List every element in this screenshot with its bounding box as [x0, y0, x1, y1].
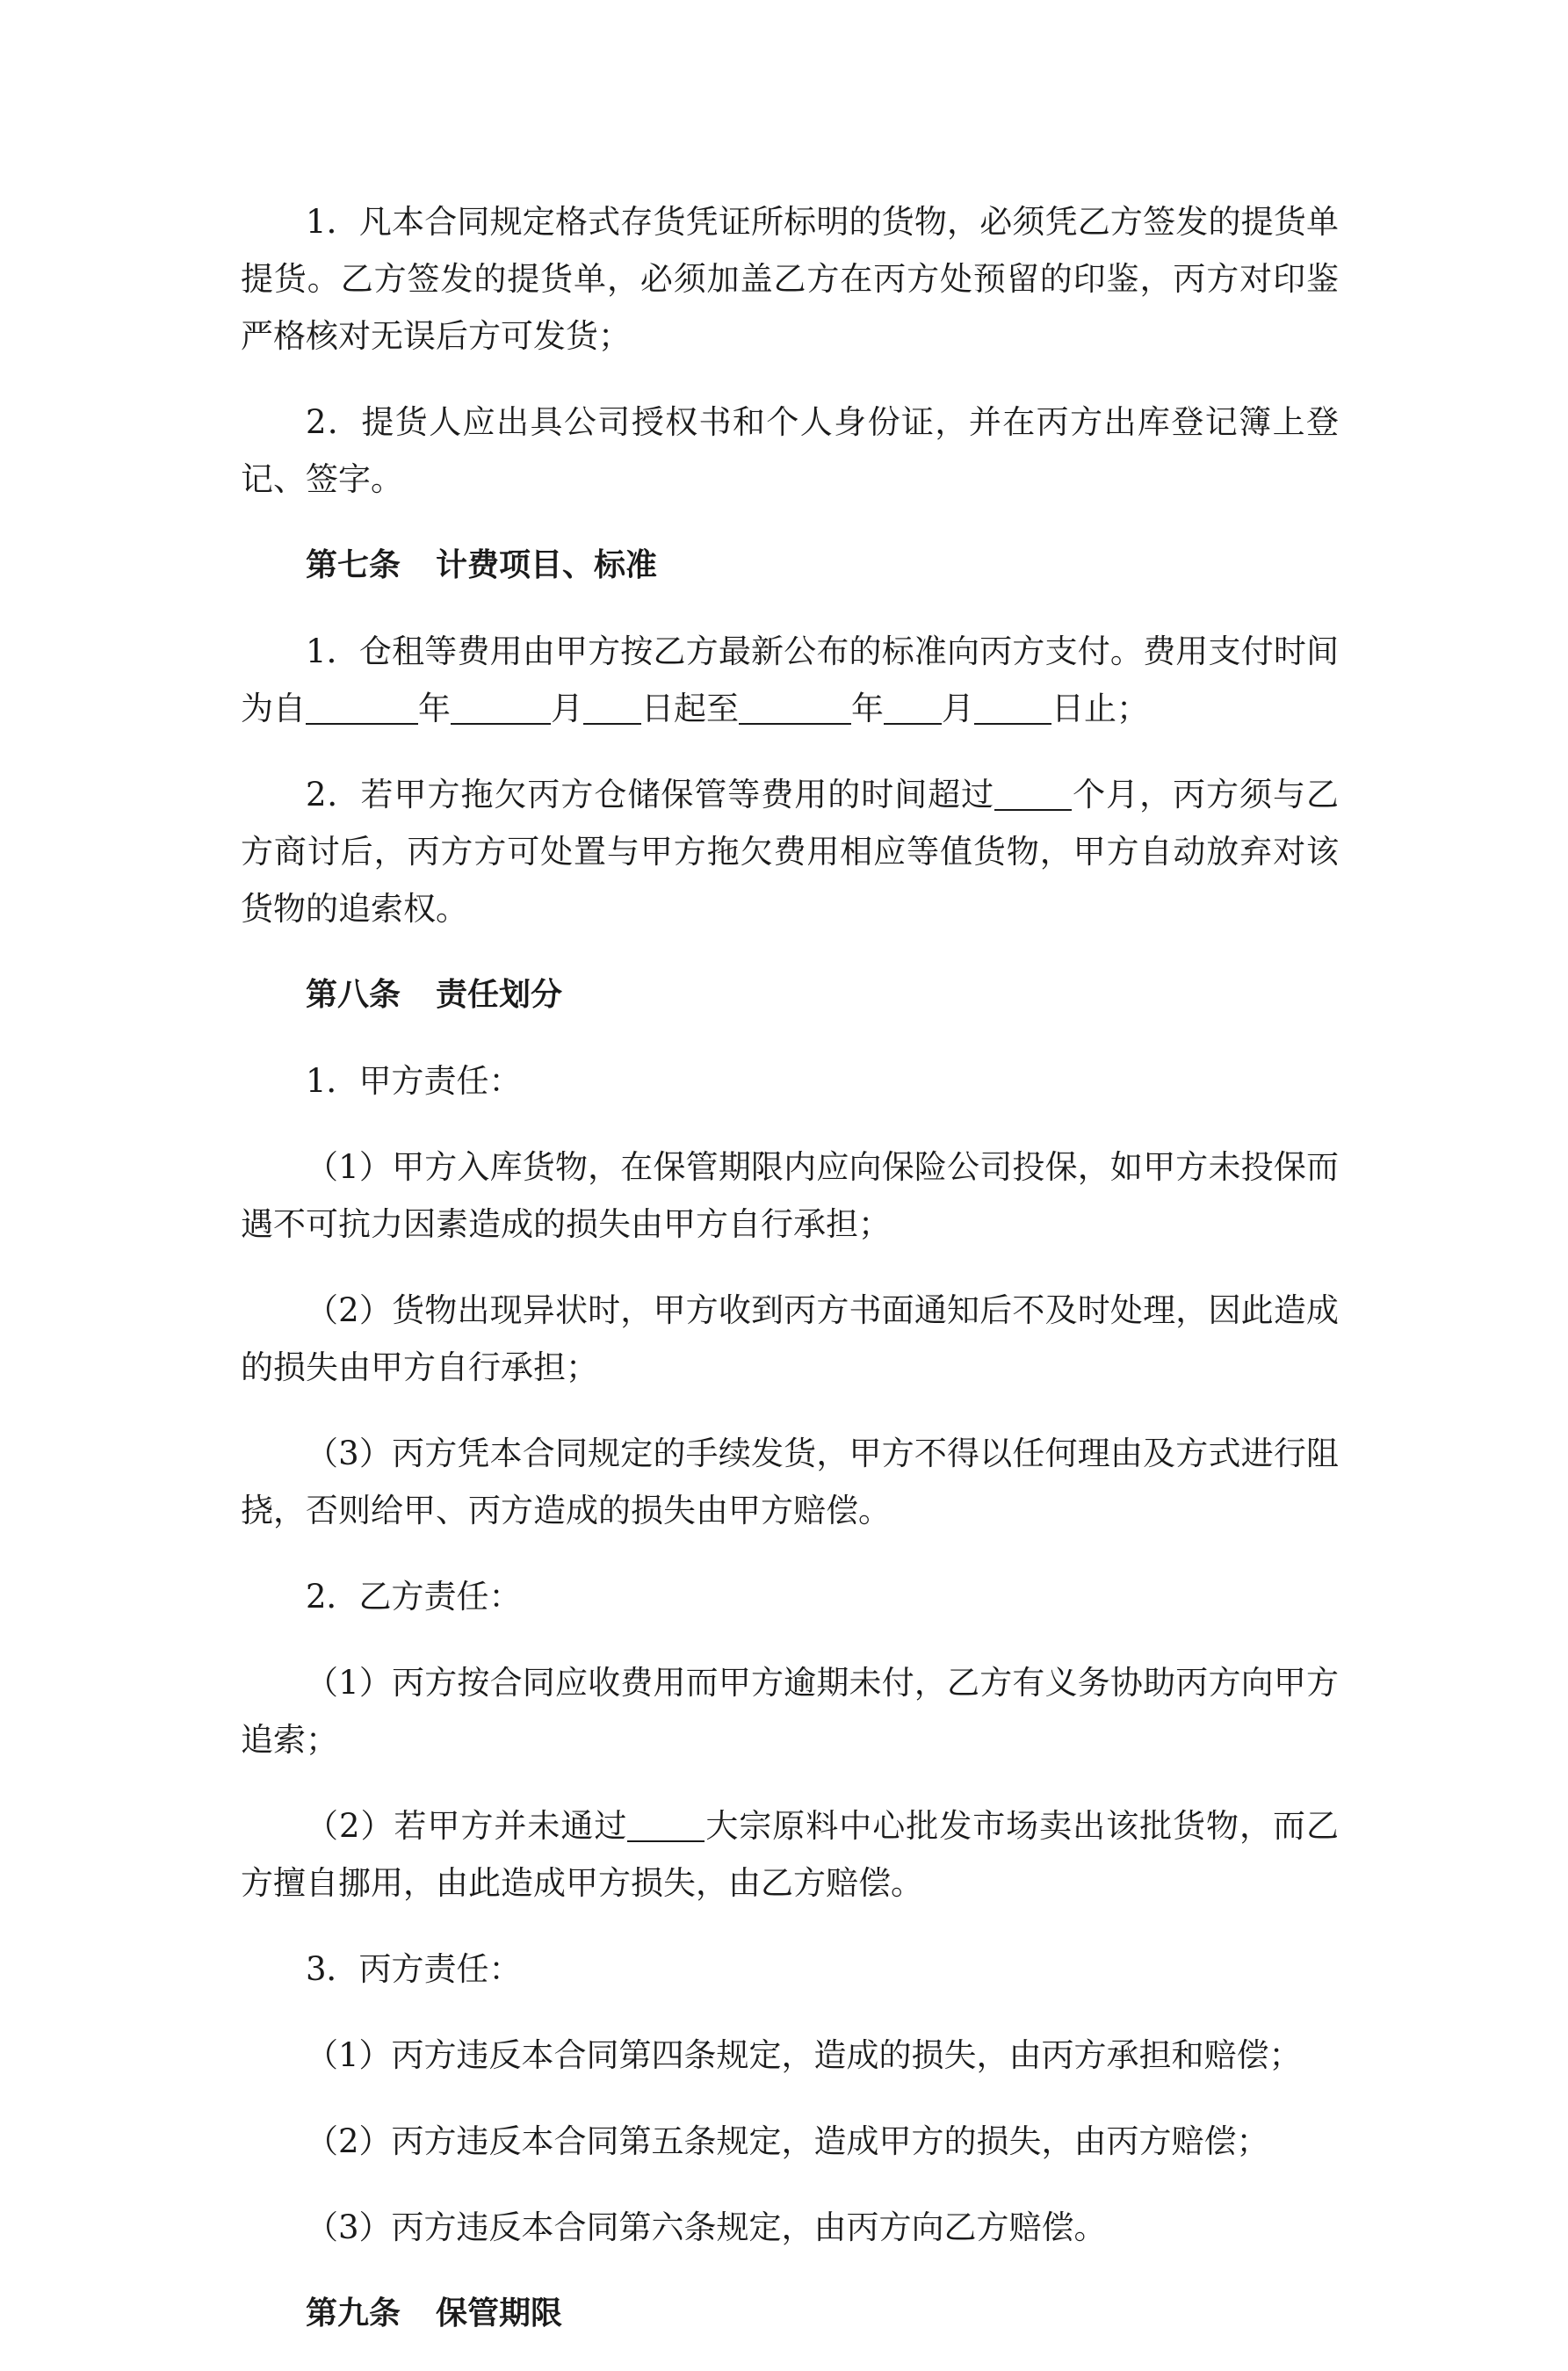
article7-number: 第七条 — [306, 547, 401, 583]
article7-heading — [241, 537, 1339, 594]
article9-number: 第九条 — [306, 2295, 401, 2331]
blank-field-month-start[interactable] — [451, 693, 551, 725]
party-a-responsibility-title: 1．甲方责任： — [306, 1062, 522, 1100]
blank-field-day-start[interactable] — [583, 693, 641, 725]
party-b-item-1: （1）丙方按合同应收费用而甲方逾期未付，乙方有义务协助丙方向甲方追索； — [241, 1664, 1339, 1759]
article8-title: 责任划分 — [436, 977, 563, 1013]
month-label: 月 — [551, 690, 583, 727]
party-c-responsibility-title: 3．丙方责任： — [306, 1950, 522, 1988]
blank-field-month-end[interactable] — [884, 693, 942, 725]
day-from-label: 日起至 — [641, 690, 739, 727]
blank-field-months[interactable] — [994, 779, 1072, 811]
blank-field-market-name[interactable] — [627, 1811, 705, 1842]
article8-number: 第八条 — [306, 977, 401, 1013]
article7-item1-text: 1．仓租等费用由甲方按乙方最新公布的标准向丙方支付。费用支付时间为自 — [241, 633, 1339, 727]
article9-heading — [241, 2285, 1339, 2342]
party-b-item-2 — [241, 1797, 1339, 1912]
article7-item-1 — [241, 623, 1339, 737]
year-label: 年 — [418, 690, 451, 727]
blank-field-day-end[interactable] — [974, 693, 1051, 725]
party-c-item-3: （3）丙方违反本合同第六条规定，由丙方向乙方赔偿。 — [306, 2208, 1107, 2246]
party-c-item-1: （1）丙方违反本合同第四条规定，造成的损失，由丙方承担和赔偿； — [306, 2036, 1302, 2074]
party-b-item2-text-a: （2）若甲方并未通过 — [306, 1807, 628, 1845]
article9-title: 保管期限 — [436, 2295, 563, 2331]
party-b-item2-text-b: 大宗原料中心批发市场卖出该批货物，而乙方擅自挪用，由此造成甲方损失，由乙方赔偿。 — [241, 1807, 1339, 1902]
party-c-item-2: （2）丙方违反本合同第五条规定，造成甲方的损失，由丙方赔偿； — [306, 2122, 1269, 2160]
blank-field-year-start[interactable] — [306, 693, 418, 725]
article6-item-1: 1．凡本合同规定格式存货凭证所标明的货物，必须凭乙方签发的提货单提货。乙方签发的提货单，必须加盖乙方在丙方处预留的印鉴，丙方对印鉴严格核对无误后方可发货； — [241, 203, 1339, 355]
party-b-responsibility-title: 2．乙方责任： — [306, 1578, 522, 1616]
party-a-item-2: （2）货物出现异状时，甲方收到丙方书面通知后不及时处理，因此造成的损失由甲方自行承担； — [241, 1291, 1339, 1386]
blank-field-year-end[interactable] — [739, 693, 851, 725]
year-label: 年 — [851, 690, 884, 727]
article7-item-2 — [241, 766, 1339, 937]
party-a-item-3: （3）丙方凭本合同规定的手续发货，甲方不得以任何理由及方式进行阻挠，否则给甲、丙方造成的损失由甲方赔偿。 — [241, 1435, 1339, 1529]
contract-body — [241, 193, 1339, 2371]
day-to-label: 日止； — [1051, 690, 1149, 727]
article7-item2-text-b: 个月，丙方须与乙方商讨后，丙方方可处置与甲方拖欠费用相应等值货物，甲方自动放弃对该货物的追索权。 — [241, 776, 1340, 928]
article6-item-2: 2．提货人应出具公司授权书和个人身份证，并在丙方出库登记簿上登记、签字。 — [241, 403, 1339, 498]
party-a-item-1: （1）甲方入库货物，在保管期限内应向保险公司投保，如甲方未投保而遇不可抗力因素造成的损失由甲方自行承担； — [241, 1148, 1339, 1243]
article7-title: 计费项目、标准 — [436, 547, 658, 583]
article7-item2-text-a: 2．若甲方拖欠丙方仓储保管等费用的时间超过 — [306, 776, 995, 813]
article8-heading — [241, 966, 1339, 1023]
month-label: 月 — [942, 690, 974, 727]
